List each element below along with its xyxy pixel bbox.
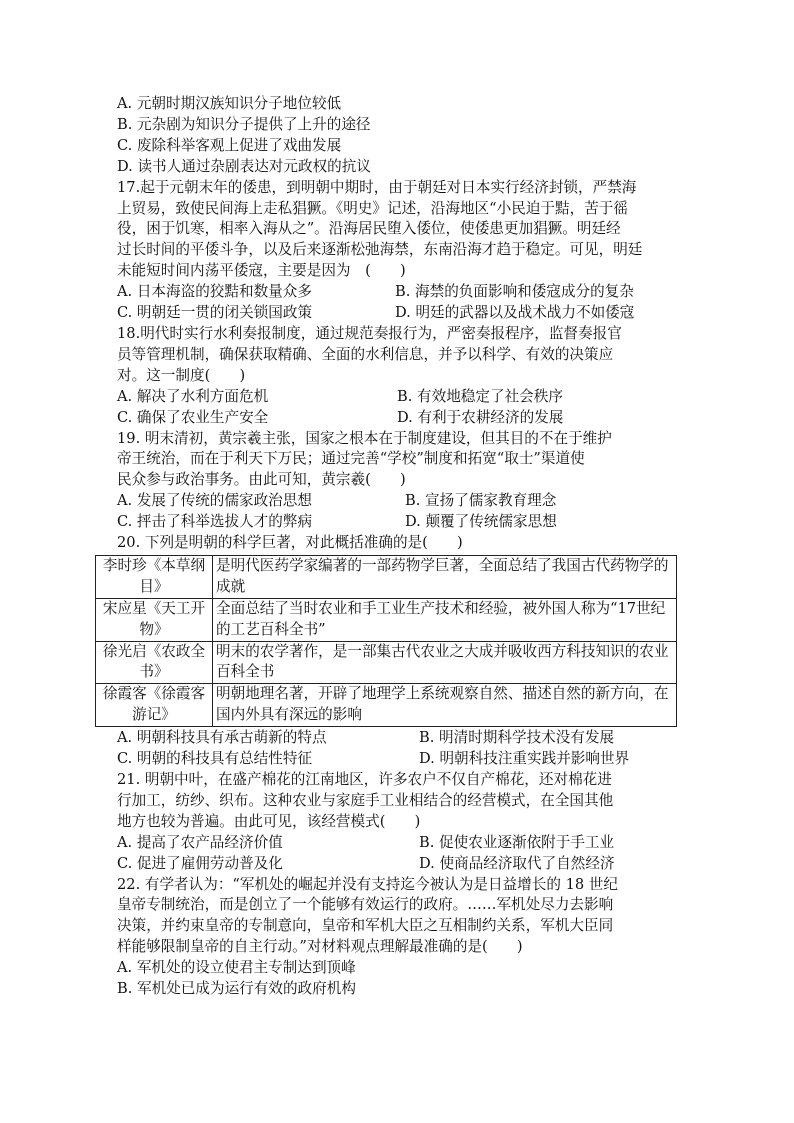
table-row [96, 598, 677, 641]
q19-option-c: C. 抨击了科举选拔人才的弊病 [117, 513, 313, 531]
q20-option-d: D. 明朝科技注重实践并影响世界 [419, 750, 630, 768]
q20-options-row [117, 749, 697, 770]
q19-options-row [117, 491, 697, 512]
q18-option-a: A. 解决了水利方面危机 [117, 387, 269, 405]
q16-option-b: B. 元杂剧为知识分子提供了上升的途径 [117, 115, 371, 133]
q19-option-b: B. 宣扬了儒家教育理念 [405, 492, 557, 510]
q19-options-row [117, 512, 697, 533]
q17-option-a: A. 日本海盗的狡黠和数量众多 [117, 283, 312, 301]
q17-options-row [117, 282, 697, 303]
q17-option-c: C. 明朝廷一贯的闭关锁国政策 [117, 304, 313, 322]
q19-stem-line: 民众参与政治事务。由此可知，黄宗羲( ) [117, 471, 406, 489]
q21-options-row [117, 854, 697, 875]
q18-options-row [117, 387, 697, 408]
q18-options-row [117, 408, 697, 429]
q18-stem-line: 对。这一制度( ) [117, 366, 246, 384]
q19-option-a: A. 发展了传统的儒家政治思想 [117, 492, 312, 510]
table-row [96, 555, 677, 598]
q20-option-a: A. 明朝科技具有承古萌新的特点 [117, 729, 327, 747]
q18-option-b: B. 有效地稳定了社会秩序 [397, 387, 563, 405]
q21-stem-line: 行加工，纺纱、织布。这种农业与家庭手工业相结合的经营模式，在全国其他 [117, 791, 614, 809]
q17-stem-line: 过长时间的平倭斗争，以及后来逐渐松弛海禁，东南沿海才趋于稳定。可见，明廷 [117, 241, 643, 259]
q17-option-b: B. 海禁的负面影响和倭寇成分的复杂 [395, 283, 634, 301]
q19-stem-line: 19. 明末清初，黄宗羲主张，国家之根本在于制度建设，但其目的不在于维护 [117, 429, 612, 447]
q16-option-a: A. 元朝时期汉族知识分子地位较低 [117, 95, 342, 112]
q18-option-d: D. 有利于农耕经济的发展 [397, 408, 564, 426]
q20-option-b: B. 明清时期科学技术没有发展 [419, 729, 615, 747]
q17-options-row [117, 303, 697, 324]
q22-stem-line: 决策，并约束皇帝的专制意向，皇帝和军机大臣之互相制约关系，军机大臣同 [117, 917, 614, 935]
q21-stem-line: 地方也较为普遍。由此可见，该经营模式( ) [117, 812, 421, 830]
q22-stem-line: 22. 有学者认为：“军机处的崛起并没有支持迄今被认为是日益增长的 18 世纪 [117, 875, 618, 893]
q18-option-c: C. 确保了农业生产安全 [117, 408, 269, 426]
q18-stem-line: 18.明代时实行水利奏报制度，通过规范奏报行为，严密奏报程序，监督奏报官 [117, 324, 622, 342]
q22-option-a: A. 军机处的设立使君主专制达到顶峰 [117, 959, 356, 977]
table-cell-summary: 全面总结了当时农业和手工业生产技术和经验，被外国人称为“17世纪的工艺百科全书” [213, 598, 677, 641]
q20-options-row [117, 728, 697, 749]
q20-option-c: C. 明朝的科技具有总结性特征 [117, 750, 313, 768]
q17-stem-line: 役，困于饥寒，相率入海从之”。沿海居民堕入倭位，使倭患更加猖獗。明廷经 [117, 220, 621, 238]
q19-stem-line: 帝王统治，而在于利天下万民；通过完善“学校”制度和拓宽“取士”渠道使 [117, 450, 585, 468]
q21-stem-line: 21. 明朝中叶，在盛产棉花的江南地区，许多农户不仅自产棉花，还对棉花进 [117, 771, 612, 788]
table-cell-book: 徐霞客《徐霞客游记》 [96, 684, 213, 727]
q22-stem-line: 样能够限制皇帝的自主行动。”对材料观点理解最准确的是( ) [117, 938, 523, 956]
q17-stem-line: 17.起于元朝末年的倭患，到明朝中期时，由于朝廷对日本实行经济封锁，严禁海 [117, 178, 637, 196]
q20-stem: 20. 下列是明朝的科学巨著，对此概括准确的是( ) [117, 534, 463, 552]
table-row [96, 684, 677, 727]
q16-option-d: D. 读书人通过杂剧表达对元政权的抗议 [117, 157, 371, 175]
q21-option-a: A. 提高了农产品经济价值 [117, 833, 283, 851]
q18-stem-line: 员等管理机制，确保获取精确、全面的水利信息，并予以科学、有效的决策应 [117, 345, 614, 363]
q21-option-d: D. 使商品经济取代了自然经济 [419, 854, 615, 872]
q20-table [95, 555, 677, 727]
q17-stem-line: 未能短时间内荡平倭寇，主要是因为 ( ) [117, 262, 406, 280]
q21-options-row [117, 833, 697, 854]
table-row [96, 641, 677, 684]
table-cell-book: 李时珍《本草纲目》 [96, 555, 213, 598]
table-cell-book: 徐光启《农政全书》 [96, 641, 213, 684]
q17-stem-line: 上贸易，致使民间海上走私猖獗。《明史》记述，沿海地区“小民迫于黠，苦于徭 [117, 199, 628, 217]
table-cell-book: 宋应星《天工开物》 [96, 598, 213, 641]
q22-option-b: B. 军机处已成为运行有效的政府机构 [117, 980, 356, 998]
q21-option-b: B. 促使农业逐渐依附于手工业 [419, 833, 615, 851]
q16-option-c: C. 废除科举客观上促进了戏曲发展 [117, 136, 342, 154]
table-cell-summary: 是明代医药学家编著的一部药物学巨著，全面总结了我国古代药物学的成就 [213, 555, 677, 598]
table-cell-summary: 明朝地理名著，开辟了地理学上系统观察自然、描述自然的新方向，在国内外具有深远的影响 [213, 684, 677, 727]
table-cell-summary: 明末的农学著作，是一部集古代农业之大成并吸收西方科技知识的农业百科全书 [213, 641, 677, 684]
q17-option-d: D. 明廷的武器以及战术战力不如倭寇 [395, 304, 635, 322]
q19-option-d: D. 颠覆了传统儒家思想 [405, 513, 557, 531]
q21-option-c: C. 促进了雇佣劳动普及化 [117, 854, 283, 872]
q22-stem-line: 皇帝专制统治，而是创立了一个能够有效运行的政府。……军机处尽力去影响 [117, 896, 614, 914]
exam-page [102, 94, 697, 1000]
